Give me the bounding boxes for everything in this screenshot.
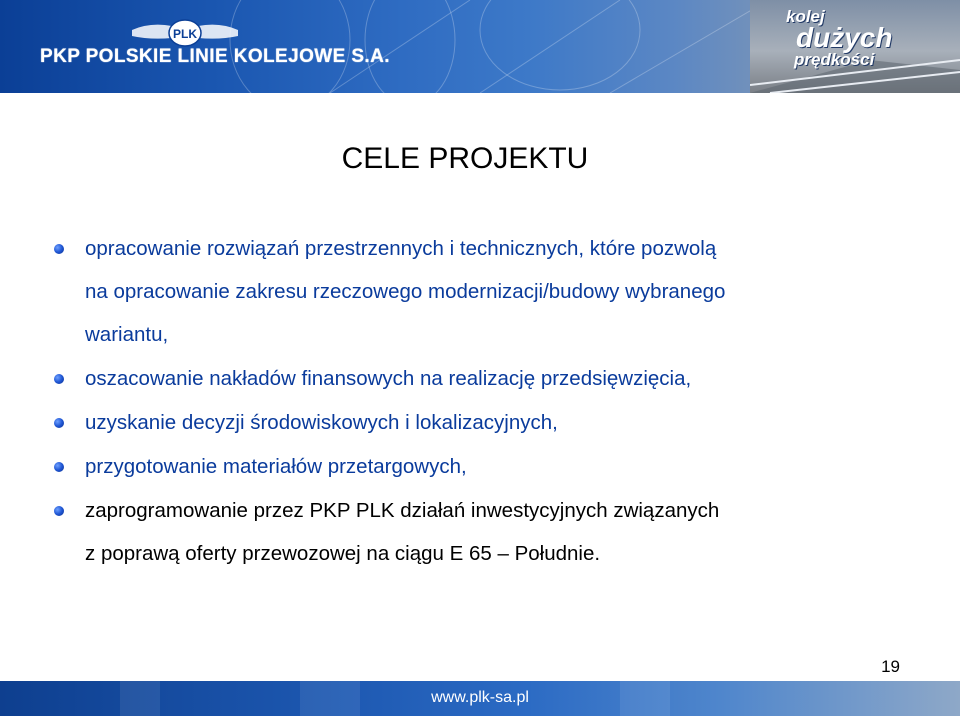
bullet-line: zaprogramowanie przez PKP PLK działań inwestycyjnych związanych xyxy=(85,499,720,522)
slide-title: CELE PROJEKTU xyxy=(341,142,589,175)
bullet-item-5 xyxy=(54,489,914,575)
page-number: 19 xyxy=(881,657,900,676)
company-name: PKP POLSKIE LINIE KOLEJOWE S.A. xyxy=(40,46,390,67)
bullet-dot-icon xyxy=(54,374,64,384)
bullet-item-1 xyxy=(54,227,914,356)
bullet-line: opracowanie rozwiązań przestrzennych i technicznych, które pozwolą xyxy=(85,237,717,260)
bullet-dot-icon xyxy=(54,506,64,516)
logo-text: PLK xyxy=(173,27,197,41)
bullet-item-3 xyxy=(54,401,914,444)
badge-line-1: kolej xyxy=(786,7,825,26)
header-banner xyxy=(0,0,960,93)
goals-list xyxy=(54,227,914,576)
bullet-line: wariantu, xyxy=(85,323,169,346)
bullet-dot-icon xyxy=(54,418,64,428)
bullet-line: oszacowanie nakładów finansowych na realizację przedsięwzięcia, xyxy=(85,367,692,390)
bullet-dot-icon xyxy=(54,244,64,254)
footer-url-link[interactable]: www.plk-sa.pl xyxy=(431,689,529,706)
plk-logo xyxy=(130,16,240,50)
bullet-line: na opracowanie zakresu rzeczowego modernizacji/budowy wybranego xyxy=(85,280,726,303)
bullet-item-4 xyxy=(54,445,914,488)
kdp-badge xyxy=(750,0,960,93)
bullet-line: uzyskanie decyzji środowiskowych i lokalizacyjnych, xyxy=(85,411,558,434)
badge-line-3: prędkości xyxy=(794,50,875,69)
badge-line-2: dużych xyxy=(796,22,893,53)
bullet-item-2 xyxy=(54,357,914,400)
bullet-dot-icon xyxy=(54,462,64,472)
bullet-line: z poprawą oferty przewozowej na ciągu E 65 – Południe. xyxy=(85,542,601,565)
bullet-line: przygotowanie materiałów przetargowych, xyxy=(85,455,467,478)
